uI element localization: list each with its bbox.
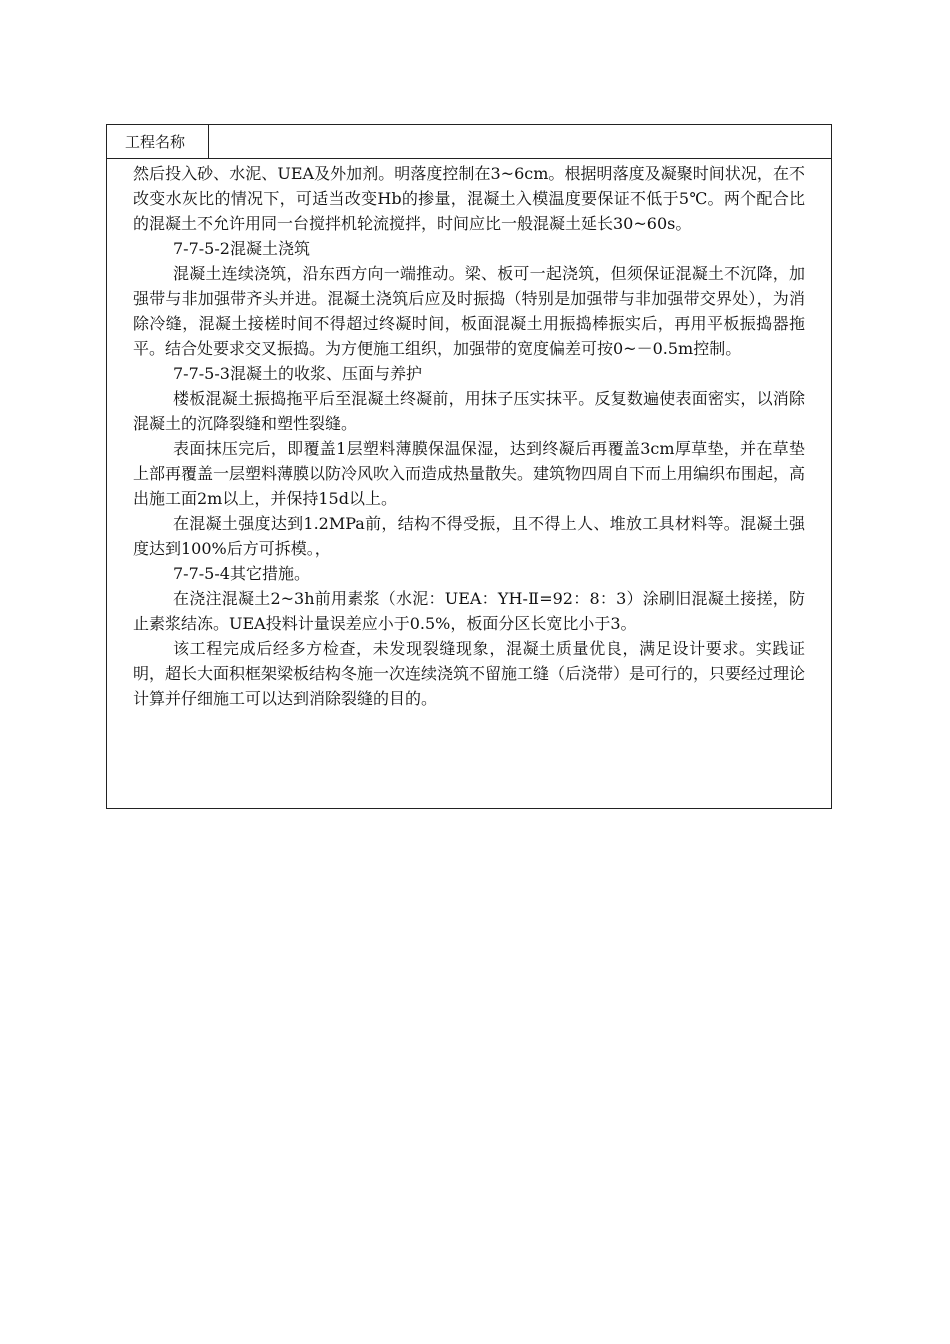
body-paragraph: 楼板混凝土振捣拖平后至混凝土终凝前，用抹子压实抹平。反复数遍使表面密实，以消除混凝土的沉降裂缝和塑性裂缝。 xyxy=(133,389,805,433)
body-paragraph: 混凝土连续浇筑，沿东西方向一端推动。梁、板可一起浇筑，但须保证混凝土不沉降，加强带与非加强带齐头并进。混凝土浇筑后应及时振捣（特别是加强带与非加强带交界处），为消除冷缝，混凝土接槎时间不得超过终凝时间，板面混凝土用振捣棒振实后，再用平板振捣器拖平。结合处要求交叉振捣。为方便施工组织，加强带的宽度偏差可按0~－0.5m控制。 xyxy=(133,264,805,358)
project-name-label: 工程名称 xyxy=(107,125,209,159)
section-heading: 7-7-5-2混凝土浇筑 xyxy=(173,239,310,258)
section-heading: 7-7-5-3混凝土的收浆、压面与养护 xyxy=(173,364,422,383)
body-paragraph: 在浇注混凝土2~3h前用素浆（水泥：UEA：YH-Ⅱ=92：8：3）涂刷旧混凝土接搓，防止素浆结冻。UEA投料计量误差应小于0.5%，板面分区长宽比小于3。 xyxy=(133,589,805,633)
body-paragraph: 然后投入砂、水泥、UEA及外加剂。明落度控制在3~6cm。根据明落度及凝聚时间状况，在不改变水灰比的情况下，可适当改变Hb的掺量，混凝土入模温度要保证不低于5℃。两个配合比的混凝土不允许用同一台搅拌机轮流搅拌，时间应比一般混凝土延长30~60s。 xyxy=(133,164,805,233)
document-body xyxy=(133,161,805,711)
header-row xyxy=(107,125,831,159)
body-paragraph: 表面抹压完后，即覆盖1层塑料薄膜保温保湿，达到终凝后再覆盖3cm厚草垫，并在草垫上部再覆盖一层塑料薄膜以防冷风吹入而造成热量散失。建筑物四周自下而上用编织布围起，高出施工面2m以上，并保持15d以上。 xyxy=(133,439,806,508)
document-table xyxy=(106,124,832,809)
body-paragraph: 该工程完成后经多方检查，未发现裂缝现象，混凝土质量优良，满足设计要求。实践证明，超长大面积框架梁板结构冬施一次连续浇筑不留施工缝（后浇带）是可行的，只要经过理论计算并仔细施工可以达到消除裂缝的目的。 xyxy=(133,639,806,708)
project-name-value xyxy=(209,125,831,159)
section-heading: 7-7-5-4其它措施。 xyxy=(173,564,310,583)
body-paragraph: 在混凝土强度达到1.2MPa前，结构不得受振，且不得上人、堆放工具材料等。混凝土强度达到100%后方可拆模。， xyxy=(133,514,805,558)
